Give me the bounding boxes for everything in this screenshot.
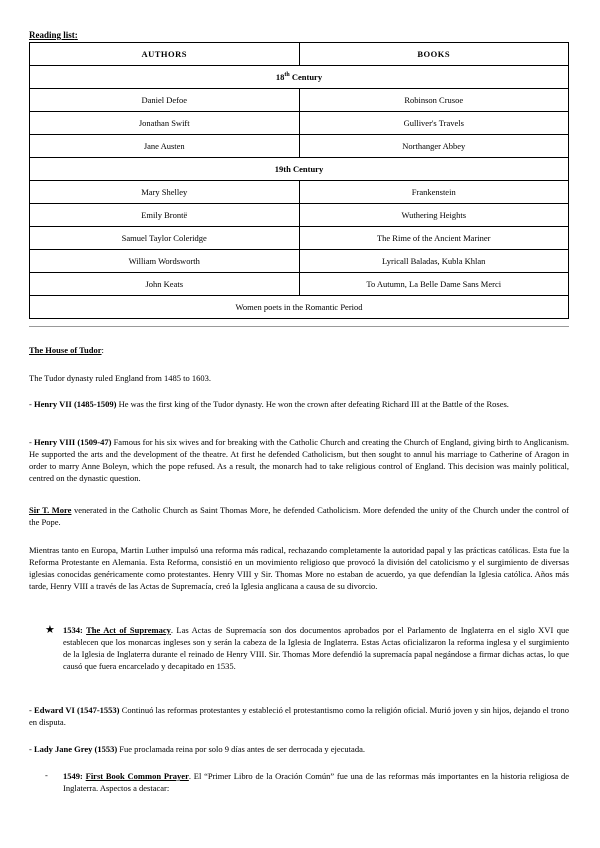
tudor-heading: The House of Tudor: bbox=[29, 345, 104, 355]
authors-header: AUTHORS bbox=[30, 43, 300, 66]
author-cell: Daniel Defoe bbox=[30, 89, 300, 112]
author-cell: Jonathan Swift bbox=[30, 112, 300, 135]
author-cell: Jane Austen bbox=[30, 135, 300, 158]
table-row bbox=[30, 250, 569, 273]
author-cell: William Wordsworth bbox=[30, 250, 300, 273]
table-row bbox=[30, 181, 569, 204]
book-cell: To Autumn, La Belle Dame Sans Merci bbox=[299, 273, 569, 296]
lady-jane-grey-paragraph: - Lady Jane Grey (1553) Fue proclamada reina por solo 9 días antes de ser derrocada y ejecutada. bbox=[29, 744, 365, 754]
book-cell: Frankenstein bbox=[299, 181, 569, 204]
author-cell: John Keats bbox=[30, 273, 300, 296]
author-cell: Emily Brontë bbox=[30, 204, 300, 227]
table-row bbox=[30, 204, 569, 227]
luther-paragraph: Mientras tanto en Europa, Martin Luther impulsó una reforma más radical, rechazando completamente la autoridad papal y las prácticas católicas. Esta fue la Reforma Protestante en Alemania. Esta Reforma, consistió en un movimiento religioso que provocó la división del catolicismo y el surgimiento de diversas iglesias conocidas genéricamente como protestantes. Henry VIII y Sir. Thomas More no estaban de acuerdo, ya que defendían la Iglesia católica. Años más tarde, Henry VIII a través de las Actas de Supremacía, creó la Iglesia anglicana a causa de su divorcio. bbox=[29, 545, 569, 591]
common-prayer-item: 1549: First Book Common Prayer. El “Primer Libro de la Oración Común” fue una de las reformas más importantes en la historia religiosa de Inglaterra. Aspectos a destacar: bbox=[63, 771, 569, 793]
women-poets-cell: Women poets in the Romantic Period bbox=[30, 296, 569, 319]
author-cell: Mary Shelley bbox=[30, 181, 300, 204]
thomas-more-paragraph: Sir T. More venerated in the Catholic Church as Saint Thomas More, he defended Catholicism. More defended the unity of the Church under the control of the Pope. bbox=[29, 505, 569, 527]
reading-list-label: Reading list: bbox=[29, 30, 78, 40]
table-row bbox=[30, 135, 569, 158]
book-cell: Robinson Crusoe bbox=[299, 89, 569, 112]
century-row-18 bbox=[30, 66, 569, 89]
century-19-label: 19th Century bbox=[30, 158, 569, 181]
edward-vi-paragraph: - Edward VI (1547-1553) Continuó las reformas protestantes y estableció el protestantismo como la religión oficial. Murió joven y sin hijos, dejando el trono en disputa. bbox=[29, 705, 569, 727]
table-row bbox=[30, 112, 569, 135]
book-cell: Northanger Abbey bbox=[299, 135, 569, 158]
century-row-19 bbox=[30, 158, 569, 181]
table-footer-row bbox=[30, 296, 569, 319]
book-cell: The Rime of the Ancient Mariner bbox=[299, 227, 569, 250]
tudor-intro: The Tudor dynasty ruled England from 1485 to 1603. bbox=[29, 373, 212, 383]
star-icon: ★ bbox=[45, 624, 55, 636]
table-header-row bbox=[30, 43, 569, 66]
century-18-label: 18th Century bbox=[30, 66, 569, 89]
section-divider bbox=[29, 326, 569, 327]
books-header: BOOKS bbox=[299, 43, 569, 66]
table-row bbox=[30, 89, 569, 112]
table-row bbox=[30, 227, 569, 250]
henry-viii-paragraph: - Henry VIII (1509-47) Famous for his six wives and for breaking with the Catholic Church and creating the Church of England, giving birth to Anglicanism. He supported the arts and the development of the theatre. At first he defended Catholicism, but then sought to annul his marriage to Catherine of Aragon in order to marry Anne Boleyn, which the pope refused. As a result, the monarch had to take religious control of England. This decision was mainly political, centred on the dynastic question. bbox=[29, 437, 569, 483]
table-row bbox=[30, 273, 569, 296]
book-cell: Lyricall Baladas, Kubla Khlan bbox=[299, 250, 569, 273]
author-cell: Samuel Taylor Coleridge bbox=[30, 227, 300, 250]
henry-vii-paragraph: - Henry VII (1485-1509) He was the first king of the Tudor dynasty. He won the crown after defeating Richard III at the Battle of the Roses. bbox=[29, 399, 509, 409]
list-dash-icon: - bbox=[45, 770, 48, 780]
act-of-supremacy-item: 1534: The Act of Supremacy. Las Actas de Supremacía son dos documentos aprobados por el Parlamento de Inglaterra en el siglo XVI que establecen que los monarcas ingleses son y serán la cabeza de la Iglesia de Inglaterra. Estas Actas oficializaron la reforma inglesa y el surgimiento de la Iglesia de Inglaterra durante el reinado de Henry VIII. Sir. Thomas More defendió la supremacía papal negándose a firmar dichas actas, lo que causó que fuera encarcelado y decapitado en 1535. bbox=[63, 625, 569, 671]
reading-list-table bbox=[29, 42, 569, 319]
book-cell: Wuthering Heights bbox=[299, 204, 569, 227]
book-cell: Gulliver's Travels bbox=[299, 112, 569, 135]
